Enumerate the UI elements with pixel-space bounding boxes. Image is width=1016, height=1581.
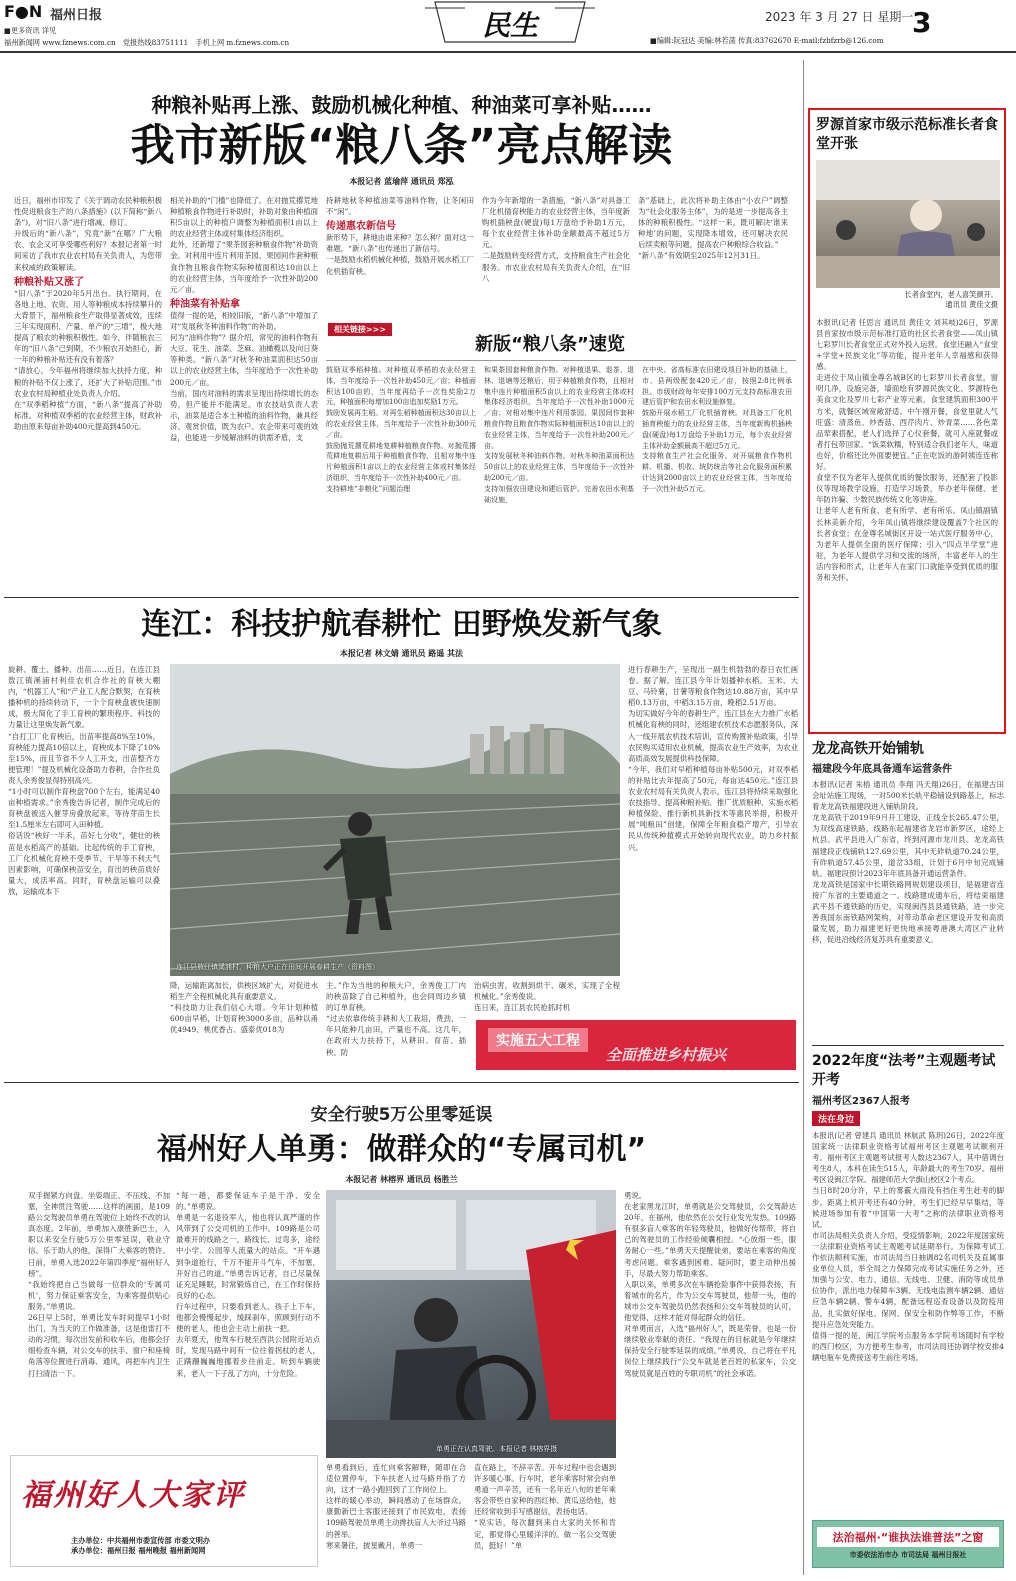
- side3-subtitle: 福州考区2367人报考: [812, 1096, 910, 1107]
- canteen-caption: 长者食堂内，老人喜笑颜开。 通讯员 黄佳文摄: [904, 290, 998, 310]
- bus-cabin-illustration-icon: [326, 1190, 616, 1458]
- article1-kicker: 种粮补贴再上涨、鼓励机械化种植、种油菜可享补贴……: [151, 93, 652, 117]
- side3-body: 本报讯(记者 曾建兵 通讯员 林航武 陈玥)26日，2022年度国家统一法律职业资格考试福州考区主观题考试顺利开考。福州考区主观题考试报考人数达2367人，其中借调台考生8人，本科在读生515人，年龄最大的考生70岁。福州考区设闽江学院、福建师范大学旗山校区2个考点。 当日8时20分许，早上的雾霰大雨没有挡住考生赶考的脚步。距离上机开考还有40分钟，考生们已经早早集结，等候进场参加有着“中国第一大考”之称的法律职业资格考试。 市司法局相关负责人介绍，受疫情影响，2022年度国家统一法律职业资格考试主观题考试延期举行。为保障考试工作依法顺利实施，市司法局当日抽调82名司机关及直属事业单位人员，举全局之力保障完成考试实施任务之外，还加强与公安、电力、通信、无线电、卫健、消防等成员单位协作，派出电力保障车3辆、无线电监测车辆2辆、通信应急车辆2辆、警车4辆，配备远程巡查设备以及防疫用品，扎实做好保电、保网、保安全和防作弊等工作，不断提升应急处突能力。 值得一提的是，闽江学院考点服务本学院考场随时有学校的西门校区，为方便考生参考，市司法局还协调学校安排4辆电瓶车免费接送考生前往考场。: [812, 1131, 1004, 1362]
- side2-title: 龙龙高铁开始铺轨: [812, 741, 924, 757]
- article2-col1: 旋耕、覆土、播种、出苗……近日，在连江县敖江镇溪浦村利佳农机合作社的育秧大棚内，“机器工人”和“产业工人配合默契，在育秧播种机的持续转动下，一个个育秧盘被快速制成，极大简化了手工育秧的繁琐程序。科技的力量让这里焕发新气象。 “自打工厂化育秧后，出苗率提高8%至10%，育秧能力提高10倍以上，育秧成本下降了10%至15%，而且节省不少人工开支，出苗整齐方便管理！”提及机械化设备助力春耕，合作社负责人余秀俊显得特别高兴。 “1小时可以制作育秧盘700个左右，能满足40亩种植需求。”余秀俊告诉记者，制作完成后的育秧盘被送入催芽房叠放起来，等待芽苗生长至1.5厘米左右即可入田种植。 俗话说“秧好一半禾，苗好七分收”，健壮的秧苗是水稻高产的基础。比起传统的手工育秧，工厂化机械化育秧不受季节、干旱等不利天气因素影响，可确保秧苗安全，育出的秧苗质好量大，成活率高。同时，育秧盘运输可以叠放，运输成本下: [8, 665, 160, 896]
- divider-3: [812, 1045, 1004, 1046]
- article2-col2: 降，运输距离加长，供秧区域扩大，对促进水稻生产全程机械化具有重要意义。 “科技助力让我们信心大增。今年计划种植600亩早稻，计划育秧3000多亩，品种以甬优4949、桃优香占、盛泰优018为: [170, 981, 318, 1035]
- photo1-caption: 连江县敖江镇溪浦村，种粮大户正在田间开展春耕生产（资料图）: [176, 963, 379, 971]
- divider-1: [4, 597, 799, 598]
- quickview-title: 新版“粮八条”速览: [475, 334, 625, 355]
- paper-name: 福州日报: [50, 8, 103, 23]
- article1-subsidy-text: “旧八条”于2020年5月出台。执行期间，在各地上地、农资、用人等种粮成本持续攀升的大背景下，福州粮食生产取得显著成效，连续三年实现面积、产量、单产的“三增”，极大地提高了粮农的种粮积极性。如今，伴随粮农三年的“旧八条”已到期，不少粮农开始担心，新一年的种粮补贴还有没有着落？ “请放心，今年福州将继续加大扶持力度，种粮的补贴不仅上涨了，还扩大了补贴范围。”市农业农村局种植业处负责人介绍。 在“双季稻种植”方面，“新八条”提高了补助标准。对种植双季稻的农业经营主体，财政补助由原来每亩补助400元提高到450元。: [14, 288, 162, 431]
- column-divider: [803, 60, 804, 1575]
- article3-byline: 本报记者 林榕界 通讯员 杨胜兰: [345, 1175, 458, 1184]
- related-link-badge[interactable]: 相关链接>>>: [328, 323, 392, 336]
- side1-title: 罗源首家市级示范标准长者食堂开张: [816, 117, 998, 152]
- article1-subhead-subsidy: 种粮补贴又涨了: [14, 276, 84, 288]
- farmland-illustration-icon: [170, 664, 620, 976]
- article1-signal-text: 新形势下，耕地由谁来种？怎么种？面对这一难题，“新八条”也传递出了新信号。 一是鼓励水稻机械化种植，鼓励开展水稻工厂化机插育秧。: [326, 233, 474, 276]
- banner-line1: 实施五大工程: [488, 1028, 588, 1052]
- article3-kicker: 安全行驶5万公里零延误: [310, 1105, 493, 1125]
- rule-of-law-title: 法治福州·“谁执法谁普法”之窗: [817, 1527, 999, 1547]
- masthead-links: 福州新闻网 www.fznews.com.cn 党报热线83751111 手机上网 m.fznews.com.cn: [4, 38, 290, 47]
- sidebar-law-exam: [812, 1052, 1004, 1512]
- side3-title: 2022年度“法考”主观题考试开考: [812, 1053, 996, 1088]
- article2-col3: 主。”作为当地的种粮大户，余秀俊工厂内的秧苗除了自己种植外，也会同周边乡镇的订单育秧。 “过去依靠传统手耕和人工栽培，费劲，一年只能种几亩田，产量也不高。这几年，在政府大力扶持下，从耕田、育苗、插秧、防: [326, 981, 466, 1057]
- article3-col4: 直在路上，不辞辛苦。开车过程中也会遇到许多暖心事。行车时，老年乘客时常会向单勇道一声辛苦，还有一名年近八旬的老年乘客会带些自家种的西红柿、黄瓜送给他，他还经常收到手写感谢信，表扬电话。 “说实话，每次翻到来自大家的关怀和肯定，都觉得心里暖洋洋的。做一名公交驾驶员，挺好！”单: [474, 1463, 616, 1550]
- article1-byline: 本报记者 蓝瑜萍 通讯员 郑泓: [349, 177, 454, 186]
- section-emblem: [425, 0, 595, 44]
- article3-col5: 勇说。 在老家黑龙江时，单勇就是公交驾驶员，公交驾龄达20年，在福州，他依然在公交行业发光发热。109路有很多盲人乘客的年轻驾驶员，他做好传帮带，将自己的驾驶员的工作经验倾囊相授。“心放细一些，服务耐心一些。”单勇天天提醒徒弟，要站在乘客的角度考虑问题。乘客遇到困难、疑问时，要主动伸出援手，尽最大努力帮助乘客。 入职以来，单勇多次在车辆抢险事件中获得表扬，有着城市的名片，作为公交车驾驶员，他带一头，他的城市公交车驾驶员仍然表扬和公交车驾驶员的认可，他觉得，这样才能对得起群众的信任。 对单勇而言，入选“福州好人”，既是荣誉，也是一份继续敬业奉献的责任。“我现在的目标就是今年继续保持安全行驶零延误的成绩。”单勇说，自己将在平凡岗位上继续践行“公交车就是老百姓的私家车，公交驾驶员就是百姓的专职司机”的社会承诺。: [624, 1191, 796, 1378]
- more-info: ■更多资讯 详见: [4, 26, 57, 35]
- side2-subtitle: 福建段今年底具备通车运营条件: [812, 764, 952, 775]
- article1-col1: [14, 195, 162, 585]
- good-people-organizers: 主办单位：中共福州市委宣传部 市委文明办 承办单位：福州日报 福州晚报 福州新闻网: [71, 1536, 211, 1556]
- bus-driver-photo: [326, 1190, 616, 1458]
- paper-logo: F●N: [4, 2, 43, 21]
- quickview-col1: 鼓励双季稻种植。对种植双季稻的农业经营主体，当年度给予一次性补助450元／亩；种植面积达100亩的，当年度再给予一次性奖励2万元，种植面积每增加100亩追加奖励1万元。 鼓励发展再生稻。对再生稻种植面积达30亩以上的农业经营主体，当年度给予一次性补助300元／亩。 鼓励抛荒撂荒耕地复耕种植粮食作物。对抛荒撂荒耕地复耕后用于种植粮食作物，且相对集中连片种植面积1亩以上的农业经营主体或村集体经济组织，当年度给予一次性补助400元／亩。 支持耕地“非粮化”问题治理: [326, 366, 476, 493]
- article1-subhead-rapeseed: 种油菜有补贴拿: [170, 298, 240, 310]
- article1-subhead-signal: 传递惠农新信号: [326, 221, 396, 233]
- article1-rapeseed-text: 值得一提的是，相较旧版，“新八条”中增加了对“发展秋冬种油料作物”的补助。 何为“油料作物”？据介绍，常见的油料作物有大豆、花生、油菜、芝麻、油橄榄以及向日葵等种类。“新八条”对秋冬种油菜面积达50亩以上的农业经营主体，当年度给予一次性补助200元／亩。 当前，国内对油料的需求呈现出持续增长的态势，但产能并不能满足。市农技站负责人表示，油菜是适合本土种植的油料作物，兼具经济、观赏价值，既为农户、农企带来可观的效益，也能进一步缓解油料的供需矛盾，支: [170, 310, 318, 442]
- article1-col5: 条”基础上，此次将补助主体由“小农户”调整为“社会化服务主体”，为的是进一步提高各主体的种粮积极性。“这样一来，既可解决‘谁来种地’的问题，实现降本增效，还可解决农民后续卖粮等问题，提高农户种粮综合收益。” “新八条”有效期至2025年12月31日。: [638, 196, 788, 261]
- good-people-banner: [10, 1455, 318, 1567]
- spring-farming-photo: [170, 664, 620, 976]
- issue-date: 2023 年 3 月 27 日 星期一: [765, 10, 914, 24]
- article1-title: 我市新版“粮八条”亮点解读: [130, 120, 673, 171]
- article3-title: 福州好人单勇：做群众的“专属司机”: [156, 1132, 647, 1167]
- masthead-rule: [0, 51, 1016, 53]
- section-title: 民生: [481, 9, 538, 42]
- divider-2: [4, 1082, 799, 1083]
- banner-line2: 全面推进乡村振兴: [606, 1046, 727, 1064]
- canteen-photo: [816, 160, 1000, 288]
- article2-col5: 进行春耕生产，呈现出一副生机勃勃的春日农忙画卷。据了解，连江县今年计划播种水稻、玉米、大豆、马铃薯，甘薯等粮食作物达10.88万亩，其中早稻0.13万亩，中稻3.15万亩，晚稻2.51万亩。 为切实做好今年的春耕生产，连江县在大力推广水稻机械化育秧的同时，还组建农机技术志愿服务队，深入一线开展农机技术培训，宣传购置补贴政策，引导农民购买适用农业机械，提高农业生产效率，为农业高质高效发展提供科技保障。 “今年，我们对早稻种植每亩补贴500元，对双季稻的补贴比去年提高了50元，每亩达450元。”连江县农业农村局有关负责人表示，连江县将持续采取强化农技指导、提高种粮补贴、推广优质粮种、实施水稻种植保险、推行新机具新技术等惠民举措，积极开展“吨粮田”创建，保障全年粮食稳产增产，引导农民从传统种植模式开始转向现代农业，助力乡村振兴。: [628, 665, 798, 852]
- rural-revitalization-banner: [476, 1020, 796, 1070]
- article1-col3: [326, 195, 474, 320]
- article3-col2: “每一趟，都要保证车子是干净、安全的。”单勇说。 单勇是一名退役军人，他也将认真严谨的作风带到了公交司机的工作中。109路是公司最难开的线路之一，路线长、过弯多，途经中小学、公园等人流量大的站点。“开车遇到争道抢行，千万不能开斗气车，不加塞，开好自己的道。”单勇告诉记者，自己尽量保证充足睡眠，时常锻炼自己，在工作时保持良好的心态。 行车过程中，只要看到老人、孩子上下车，他都会慢慢起步，缓踩刹车，照顾到行动不便的老人，他也会主动上前扶一把。 去年夏天，他驾车行驶至西洪公园附近站点时，发现马路中间有一位往着拐杖的老人，正蹒跚巍巍地挪着步往前走。听到车辆驶来，老人一下子乱了方向，十分危险。: [176, 1191, 320, 1378]
- quickview-col3: 在中央、省高标准农田建设项目补助的基础上，市、县两级配套420元／亩，按照2:8比例承担。市级财政每年安排100万元支持高标准农田建后管护和农田水利设施修复。 鼓励开展水稻工厂化机插育秧。对具备工厂化机插育秧能力的农业经营主体，当年度新购机插秧盘(硬盘)每1万盘给予补助1万元，每个农业经营主体补助金额最高不超过5万元。 支持粮食生产社会化服务。对开展粮食作物机耕、机播、机收、统防统治等社会化服务面积累计达到2000亩以上的农业经营主体，当年度给予一次性补助5万元。: [642, 366, 792, 493]
- law-tag: 法在身边: [812, 1111, 860, 1126]
- side2-body: 本报讯(记者 朱榕 通讯员 李翔 冯天翔)26日，在福建古田会址站施工现场，一对500米长轨平稳铺设到路基上，标志着龙龙高铁福建段进入铺轨阶段。 龙龙高铁于2019年9月开工建设，正线全长265.47公里，为双线高速铁路，线路东起福建省龙岩市新罗区，途经上杭县、武平县进入广东省，终到河源市龙川县。龙龙高铁福建段正线铺轨127.69公里，其中无砟轨道70.24公里，有砟轨道57.45公里，道岔33组，计划于6月中旬完成铺轨。福建段预计2023年年底具备开通运营条件。 龙龙高铁是国家中长期铁路网规划建设项目，是福建省连接广东省的主要通道之一。线路建成通车后，将结束福建武平县不通铁路的历史，实现闽西县县通铁路，进一步完善我国东南铁路网架构，对带动革命老区建设开发和高质量发展，助力福建更好更快地承接粤港澳大湾区产业转移，促进沿线经济复苏具有重要意义。: [812, 780, 1004, 945]
- article2-byline: 本报记者 林文婧 通讯员 路遥 其法: [339, 649, 464, 658]
- quickview-box: [326, 360, 796, 588]
- rule-of-law-banner: [812, 1520, 1004, 1568]
- side1-body: 本报讯(记者 任思言 通讯员 黄佳文 刘其岐)26日，罗源县首家按市级示范标准打造的社区长者食堂——凤山镇七彩罗川长者食堂正式对外投入运营。食堂还融入“食堂+学堂+民族文化”等功能，提升老年人幸福感和获得感。 走进位于凤山镇金尊名城B区的七彩罗川长者食堂，窗明几净，设施完备，墙面绘有罗源民族文化、罗源特色美食文化及罗川七彩产业等元素，食堂建筑面积300平方米，就餐区域宽敞舒适。中午刚开餐，食堂里就人气旺盛：清蒸鱼、炒香菇、西芹肉片、炒青菜……各色菜品荤素搭配，老人们选择了心仪套餐，就可入座就餐或者打包带回家。“饭菜软糯，特别适合我们老年人，味道也好，价格还比外面要便宜。”正在吃饭的游阿姨连连称好。 食堂不仅为老年人提供优质的餐饮服务，还配套了投影仪等现场教学设施，打造学习场景，举办老年保健、老年防诈骗、少数民族传统文化等讲座。 让老年人老有所食、老有所学、老有所乐。凤山镇副镇长林美新介绍，今年凤山镇将继续建设覆盖7个社区的长者食堂；在金尊名城街区开设一站式医疗服务中心，为老年人提供全面的医疗保障；引入“四点半学堂”进驻，为老年人提供学习和交流的场所，丰富老年人的生活内容和形式，让老年人在家门口就能享受到优质的服务和关怀。: [816, 317, 998, 582]
- article1-threshold: 相关补助的“门槛”也降低了。在对抛荒撂荒地种植粮食作物进行补助时，补助对象由种植面积5亩以上的种植户调整为种植面积1亩以上的农业经营主体或村集体经济组织。 此外，还新增了“果茶园套种粮食作物”补助资金。对利用中连片利用茶园、果园间作套种粮食作物且粮食作物实际种植面积达10亩以上的农业经营主体，当年度给予一次性补助200元／亩。: [170, 196, 318, 294]
- quickview-col2: 和果茶园套种粮食作物。对种植退果、退茶、退林、退塘等还粮后，用于种植粮食作物，且相对集中连片种植面积5亩以上的农业经营主体或村集体经济组织，当年度给予一次性补助1000元／亩；对相对集中连片利用茶园、果园间作套种粮食作物且粮食作物实际种植面积达10亩以上的农业经营主体，当年度给予一次性补助200元／亩。 支持发展秋冬种油料作物。对秋冬种油菜面积达50亩以上的农业经营主体，当年度给予一次性补助200元／亩。 支持加强农田建设和建后管护。完善农田水利基础设施，: [484, 366, 634, 504]
- article1-col2: [170, 195, 318, 585]
- article3-col3: 单勇看到后，连忙向乘客解释，随即在合适位置停车，下车扶老人过马路并指了方向，这才一路小跑回到了工作岗位上。 这样的暖心举动，瞬间感动了在场群众。康勤新巴士客服还接到了市民致电，表扬109路驾驶员单勇主动搀扶盲人大爷过马路的善举。 寒来暑往，披星戴月，单勇一: [326, 1463, 466, 1550]
- article1-intro: 近日，福州市印发了《关于调动农民种粮积极性促进粮食生产的八条措施》(以下简称“新八条”)，对“旧八条”进行增减、修订。 升级后的“新八条”，究竟“新”在哪？广大粮农、农企又可享受哪些利好？本报记者第一时间采访了我市农业农村局有关负责人，为您带来权威的政策解读。: [14, 196, 162, 272]
- editor-credits: ■编辑:阮冠达 美编:林若菡 传真:83762670 E-mail:fzbfzrb@126.com: [650, 36, 884, 45]
- canteen-scene-icon: [816, 160, 1000, 288]
- photo2-caption: 单勇正在认真驾驶。本报记者 林榕界摄: [436, 1445, 558, 1453]
- article1-col3-a: 持耕地秋冬种植油菜等油料作物，让冬闲田不“闲”。: [326, 196, 474, 217]
- article1-col4: 作为今年新增的一条措施，“新八条”对具备工厂化机插育秧能力的农业经营主体，当年度新购机插秧盘(硬盘)每1万盘给予补助1万元，每个农业经营主体补助金额最高不超过5万元。 二是鼓励转变经营方式，支持粮食生产社会化服务。市农业农村局有关负责人介绍，在“旧八: [482, 196, 630, 283]
- article3-col1: 双手握紧方向盘、坐姿端正、不压线、不加塞，全神贯注驾驶……这样的画面，是109路公交驾驶员单勇在驾驶位上始终不改的认真态度。2年前，单勇加入康胜新巴士，入职以来安全行驶5万公里零延误，敬业守信、乐于助人的他，深得广大乘客的赞许。日前，单勇入选2022年第四季度“福州好人榜”。 “我始终把自己当做每一位群众的‘专属司机’，努力保证乘客安全，为乘客提供贴心服务。”单勇说。 26日早上5时，单勇比发车时间提早1小时出门，为当天的工作做准备，这是他雷打不动的习惯。每次出发前和收车后，他都会仔细检查车辆，对公交车的扶手、窗户和座椅角落等位置进行消毒、通风，再把车内卫生打扫清洁一下。: [28, 1191, 170, 1378]
- rule-of-law-org: 市委依法治市办 市司法局 福州日报社: [849, 1551, 967, 1559]
- sidebar-elderly-canteen: [808, 108, 1006, 734]
- good-people-title: 福州好人大家评: [21, 1478, 245, 1513]
- article2-title: 连江：科技护航春耕忙 田野焕发新气象: [141, 607, 662, 642]
- page-number: 3: [912, 6, 932, 39]
- article2-col4: 治病虫害，收割到烘干、碾米，实现了全程机械化。”余秀俊说。 连日来，连江县农民抢抓时机: [474, 981, 620, 1013]
- masthead: [0, 0, 1016, 52]
- sidebar-railway: [812, 738, 1004, 1030]
